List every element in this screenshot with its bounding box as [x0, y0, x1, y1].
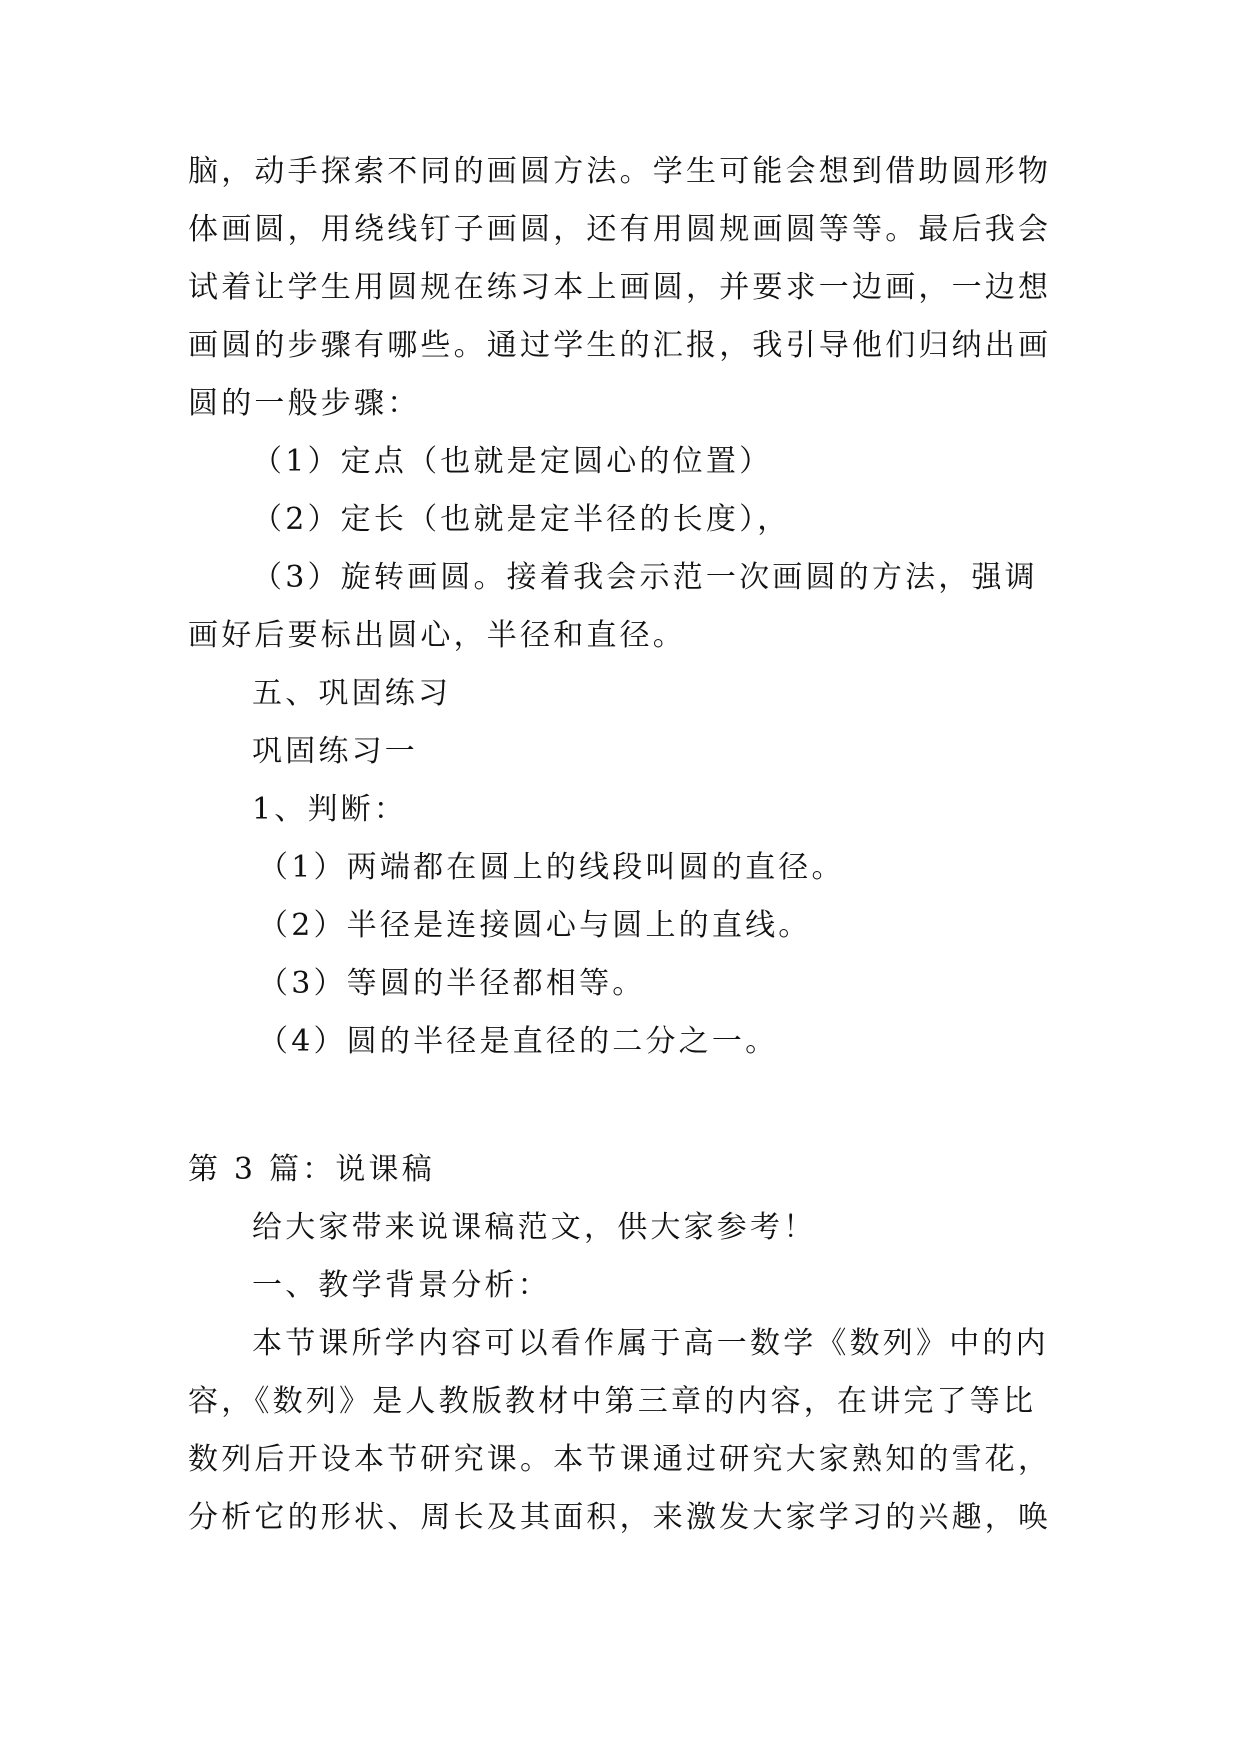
paragraph-line: 圆的一般步骤：: [188, 386, 421, 421]
paragraph-line: 体画圆，用绕线钉子画圆，还有用圆规画圆等等。最后我会: [188, 212, 1052, 247]
paragraph-line: 脑，动手探索不同的画圆方法。学生可能会想到借助圆形物: [188, 154, 1052, 189]
step-item: （3）旋转画圆。接着我会示范一次画圆的方法，强调: [252, 560, 1038, 595]
intro-line: 给大家带来说课稿范文，供大家参考！: [252, 1210, 817, 1245]
section-heading: 五、巩固练习: [252, 676, 452, 711]
subsection-heading: 巩固练习一: [252, 734, 418, 769]
question-heading: 1、判断：: [252, 792, 408, 827]
paragraph-line: 画圆的步骤有哪些。通过学生的汇报，我引导他们归纳出画: [188, 328, 1052, 363]
question-item: （2）半径是连接圆心与圆上的直线。: [258, 908, 812, 943]
paragraph-line: 画好后要标出圆心，半径和直径。: [188, 618, 686, 653]
paragraph-line: 本节课所学内容可以看作属于高一数学《数列》中的内: [252, 1326, 1049, 1361]
step-item: （2）定长（也就是定半径的长度），: [252, 502, 791, 537]
paragraph-line: 数列后开设本节研究课。本节课通过研究大家熟知的雪花，: [188, 1442, 1052, 1477]
question-item: （3）等圆的半径都相等。: [258, 966, 646, 1001]
paragraph-line: 容，《数列》是人教版教材中第三章的内容，在讲完了等比: [188, 1384, 1037, 1419]
step-item: （1）定点（也就是定圆心的位置）: [252, 444, 773, 479]
question-item: （1）两端都在圆上的线段叫圆的直径。: [258, 850, 845, 885]
question-item: （4）圆的半径是直径的二分之一。: [258, 1024, 779, 1059]
section-heading: 一、教学背景分析：: [252, 1268, 551, 1303]
paragraph-line: 分析它的形状、周长及其面积，来激发大家学习的兴趣，唤: [188, 1500, 1052, 1535]
paragraph-line: 试着让学生用圆规在练习本上画圆，并要求一边画，一边想: [188, 270, 1052, 305]
article-title: 第 3 篇：说课稿: [188, 1152, 435, 1187]
